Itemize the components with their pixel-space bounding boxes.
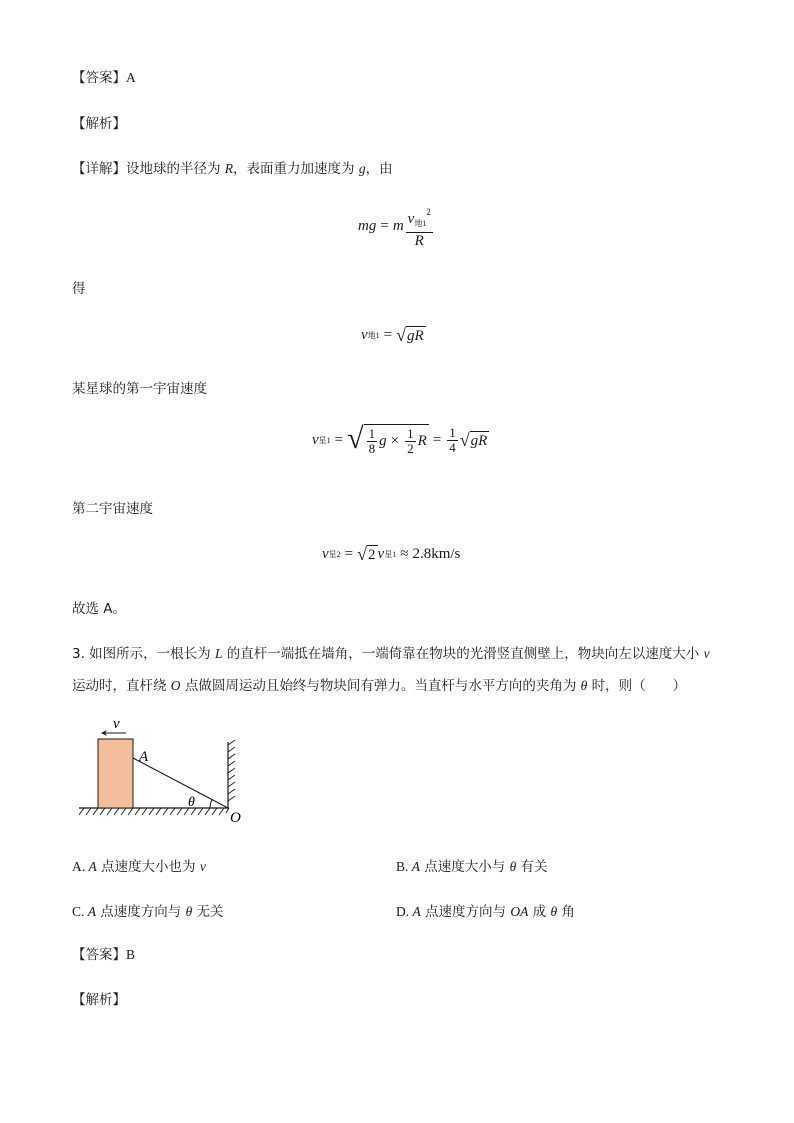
var-theta: θ xyxy=(550,904,558,919)
option-key: B. xyxy=(396,859,412,874)
denominator: 2 xyxy=(407,441,414,456)
option-key: C. xyxy=(72,904,88,919)
block xyxy=(98,739,133,808)
q-text: 3. 如图所示，一根长为 xyxy=(72,646,215,662)
eq-term: g xyxy=(379,433,387,449)
times-sign: × xyxy=(390,433,400,449)
option-D[interactable] xyxy=(396,900,575,920)
option-A[interactable] xyxy=(72,855,206,875)
option-key: D. xyxy=(396,904,413,919)
denominator: R xyxy=(414,233,424,249)
var-theta: θ xyxy=(185,904,193,919)
var-A: A xyxy=(412,904,421,919)
subscript: 地1 xyxy=(367,331,380,340)
numerator: 1 xyxy=(407,426,414,441)
radicand: gR xyxy=(407,328,424,344)
eq-term: mg xyxy=(358,218,377,234)
detail-line xyxy=(72,157,393,177)
choose-text: 故选 A。 xyxy=(72,601,127,617)
equation-2 xyxy=(361,326,426,345)
answer-value: B xyxy=(126,947,136,962)
label-theta: θ xyxy=(188,795,195,810)
eq-sign: = xyxy=(383,327,393,343)
var-theta: θ xyxy=(509,859,517,874)
option-text: 无关 xyxy=(192,904,224,920)
radicand: 2 xyxy=(368,547,376,563)
subscript: 星1 xyxy=(384,550,397,559)
sqrt: √ $\frac{1}{8}$ g × $\frac{1}{2}$ R xyxy=(347,422,427,456)
detail-text: ，表面重力加速度为 xyxy=(233,161,359,177)
answer-line-2 xyxy=(72,943,135,963)
sqrt: √ gR xyxy=(459,429,488,450)
fraction xyxy=(367,427,378,456)
denominator: 8 xyxy=(368,441,376,456)
eq-term: v xyxy=(361,327,368,343)
var-v: v xyxy=(703,646,710,661)
option-text: 角 xyxy=(557,904,575,920)
option-C[interactable] xyxy=(72,900,224,920)
numerator: 1 xyxy=(368,426,376,441)
subscript: 星2 xyxy=(328,550,341,559)
physics-figure xyxy=(72,712,262,828)
approx-sign: ≈ xyxy=(400,546,409,562)
var-v: v xyxy=(199,859,206,874)
equation-3 xyxy=(312,424,489,456)
subscript: 地1 xyxy=(414,219,427,228)
var-O: O xyxy=(170,678,181,693)
de-text: 得 xyxy=(72,281,86,297)
var-A: A xyxy=(88,859,97,874)
radicand: gR xyxy=(470,432,488,449)
text-first-cosmic: 某星球的第一宇宙速度 xyxy=(72,381,207,397)
eq-sign: = xyxy=(344,546,354,562)
superscript: 2 xyxy=(426,207,431,217)
var-OA: OA xyxy=(510,904,529,919)
option-B[interactable] xyxy=(396,855,548,875)
label-O: O xyxy=(230,810,241,826)
answer-tag: 【答案】 xyxy=(72,947,126,963)
rod xyxy=(133,758,228,808)
option-text: 有关 xyxy=(516,859,548,875)
question-3-line-2 xyxy=(72,674,686,694)
var-L: L xyxy=(214,646,223,661)
eq-term: m xyxy=(392,218,404,234)
detail-text: 设地球的半径为 xyxy=(126,161,225,177)
answer-value: A xyxy=(126,70,136,85)
wall-hatch xyxy=(228,740,235,801)
var-theta: θ xyxy=(580,678,588,693)
sqrt: √ gR xyxy=(396,325,424,345)
question-3-line-1 xyxy=(72,642,710,662)
eq-term: R xyxy=(417,433,427,449)
fraction xyxy=(406,204,433,249)
var-g: g xyxy=(358,161,366,176)
eq-term: v xyxy=(407,211,415,227)
q-text: 的直杆一端抵在墙角，一端倚靠在物块的光滑竖直侧壁上，物块向左以速度大小 xyxy=(222,646,704,662)
answer-line-1 xyxy=(72,66,136,86)
subscript: 星1 xyxy=(318,435,331,445)
analysis-tag-1: 【解析】 xyxy=(72,116,126,132)
text-second-cosmic: 第二宇宙速度 xyxy=(72,501,153,517)
q-text: 点做圆周运动且始终与物块间有弹力。当直杆与水平方向的夹角为 xyxy=(180,678,581,694)
eq-value: 2.8km/s xyxy=(412,546,461,562)
label-A: A xyxy=(139,749,149,765)
detail-tag: 【详解】 xyxy=(72,161,126,177)
denominator: 4 xyxy=(449,439,456,455)
eq-sign: = xyxy=(432,431,442,448)
eq-term: v xyxy=(322,546,329,562)
eq-sign: = xyxy=(334,431,344,448)
sqrt: √ 2 xyxy=(357,544,376,564)
option-text: 成 xyxy=(528,904,551,920)
label-v: v xyxy=(113,716,120,732)
answer-tag: 【答案】 xyxy=(72,70,126,86)
eq-term: v xyxy=(377,546,385,562)
ground-hatch xyxy=(79,808,229,815)
option-text: 点速度大小与 xyxy=(420,859,510,875)
fraction xyxy=(447,426,458,455)
equation-1 xyxy=(358,204,435,249)
eq-sign: = xyxy=(380,218,389,234)
analysis-tag-2: 【解析】 xyxy=(72,992,126,1008)
q-text: 时，则（ ） xyxy=(587,678,687,694)
equation-4 xyxy=(322,545,460,564)
option-key: A. xyxy=(72,859,89,874)
option-text: 点速度方向与 xyxy=(420,904,511,920)
q-text: 运动时，直杆绕 xyxy=(72,678,171,694)
var-A: A xyxy=(87,904,97,919)
eq-term: v xyxy=(312,431,319,448)
option-text: 点速度大小也为 xyxy=(96,859,200,875)
numerator: 1 xyxy=(449,424,456,440)
option-text: 点速度方向与 xyxy=(96,904,186,920)
var-R: R xyxy=(224,161,234,176)
detail-text: ，由 xyxy=(365,161,393,177)
fraction xyxy=(405,427,416,456)
angle-arc xyxy=(210,800,212,808)
var-A: A xyxy=(411,859,421,874)
